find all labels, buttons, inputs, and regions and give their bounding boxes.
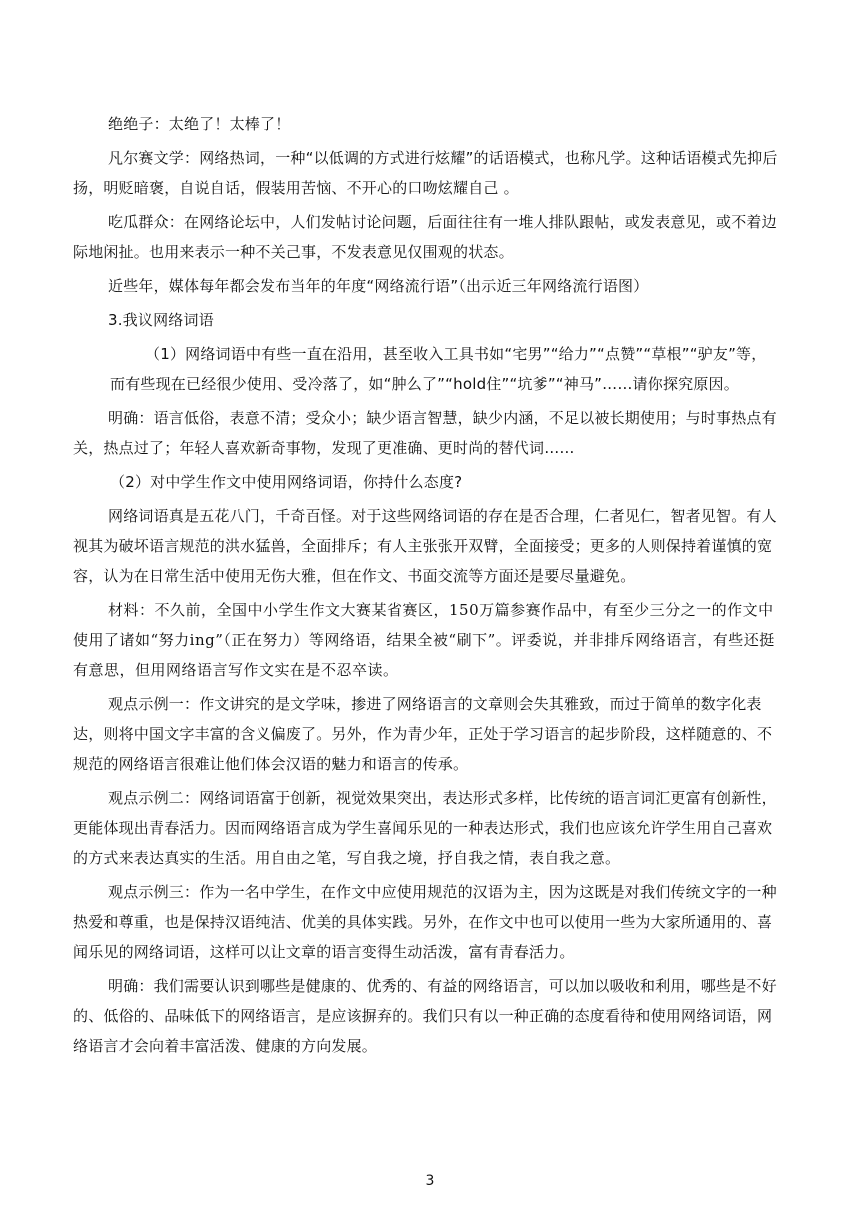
paragraph-annual-buzzwords: 近些年，媒体每年都会发布当年的年度“网络流行语”（出示近三年网络流行语图） [108, 277, 649, 295]
paragraph-juejuezi: 绝绝子：太绝了！太棒了！ [108, 115, 291, 133]
document-body [73, 109, 778, 1065]
paragraph-material: 材料：不久前，全国中小学生作文大赛某省赛区，150万篇参赛作品中，有至少三分之一的作文中使用了诸如“努力ing”（正在努力）等网络语，结果全被“刷下”。评委说，并非排斥网络语言，有些还挺有意思，但用网络语言写作文实在是不忍卒读。 [73, 601, 775, 679]
viewpoint-example-1: 观点示例一：作文讲究的是文学味，掺进了网络语言的文章则会失其雅致，而过于简单的数字化表达，则将中国文字丰富的含义偏废了。另外，作为青少年，正处于学习语言的起步阶段，这样随意的、不规范的网络语言很难让他们体会汉语的魅力和语言的传承。 [73, 695, 773, 773]
answer-1: 明确：语言低俗，表意不清；受众小；缺少语言智慧，缺少内涵，不足以被长期使用；与时事热点有关，热点过了；年轻人喜欢新奇事物，发现了更准确、更时尚的替代词…… [73, 409, 777, 457]
conclusion: 明确：我们需要认识到哪些是健康的、优秀的、有益的网络语言，可以加以吸收和利用，哪些是不好的、低俗的、品味低下的网络语言，是应该摒弃的。我们只有以一种正确的态度看待和使用网络词语，网络语言才会向着丰富活泼、健康的方向发展。 [73, 977, 777, 1055]
section-heading: 3.我议网络词语 [108, 311, 214, 329]
page-number: 3 [425, 1173, 435, 1189]
paragraph-melon-eaters: 吃瓜群众：在网络论坛中，人们发帖讨论问题，后面往往有一堆人排队跟帖，或发表意见，或不着边际地闲扯。也用来表示一种不关己事，不发表意见仅围观的状态。 [73, 213, 777, 261]
paragraph-versailles-literature: 凡尔赛文学：网络热词，一种“以低调的方式进行炫耀”的话语模式，也称凡学。这种话语模式先抑后扬，明贬暗褒，自说自话，假装用苦恼、不开心的口吻炫耀自己 。 [73, 149, 778, 197]
viewpoint-example-2: 观点示例二：网络词语富于创新，视觉效果突出，表达形式多样，比传统的语言词汇更富有创新性，更能体现出青春活力。因而网络语言成为学生喜闻乐见的一种表达形式，我们也应该允许学生用自己喜欢的方式来表达真实的生活。用自由之笔，写自我之境，抒自我之情，表自我之意。 [73, 789, 777, 867]
question-1: （1）网络词语中有些一直在沿用，甚至收入工具书如“宅男”“给力”“点赞”“草根”“驴友”等，而有些现在已经很少使用、受冷落了，如“肿么了”“hold住”“坑爹”“神马”……请你探究原因。 [110, 345, 767, 393]
question-2: （2）对中学生作文中使用网络词语，你持什么态度? [110, 473, 463, 491]
paragraph-attitudes: 网络词语真是五花八门，千奇百怪。对于这些网络词语的存在是否合理，仁者见仁，智者见智。有人视其为破坏语言规范的洪水猛兽，全面排斥；有人主张张开双臂，全面接受；更多的人则保持着谨慎的宽容，认为在日常生活中使用无伤大雅，但在作文、书面交流等方面还是要尽量避免。 [73, 507, 777, 585]
viewpoint-example-3: 观点示例三：作为一名中学生，在作文中应使用规范的汉语为主，因为这既是对我们传统文字的一种热爱和尊重，也是保持汉语纯洁、优美的具体实践。另外，在作文中也可以使用一些为大家所通用的、喜闻乐见的网络词语，这样可以让文章的语言变得生动活泼，富有青春活力。 [73, 883, 777, 961]
